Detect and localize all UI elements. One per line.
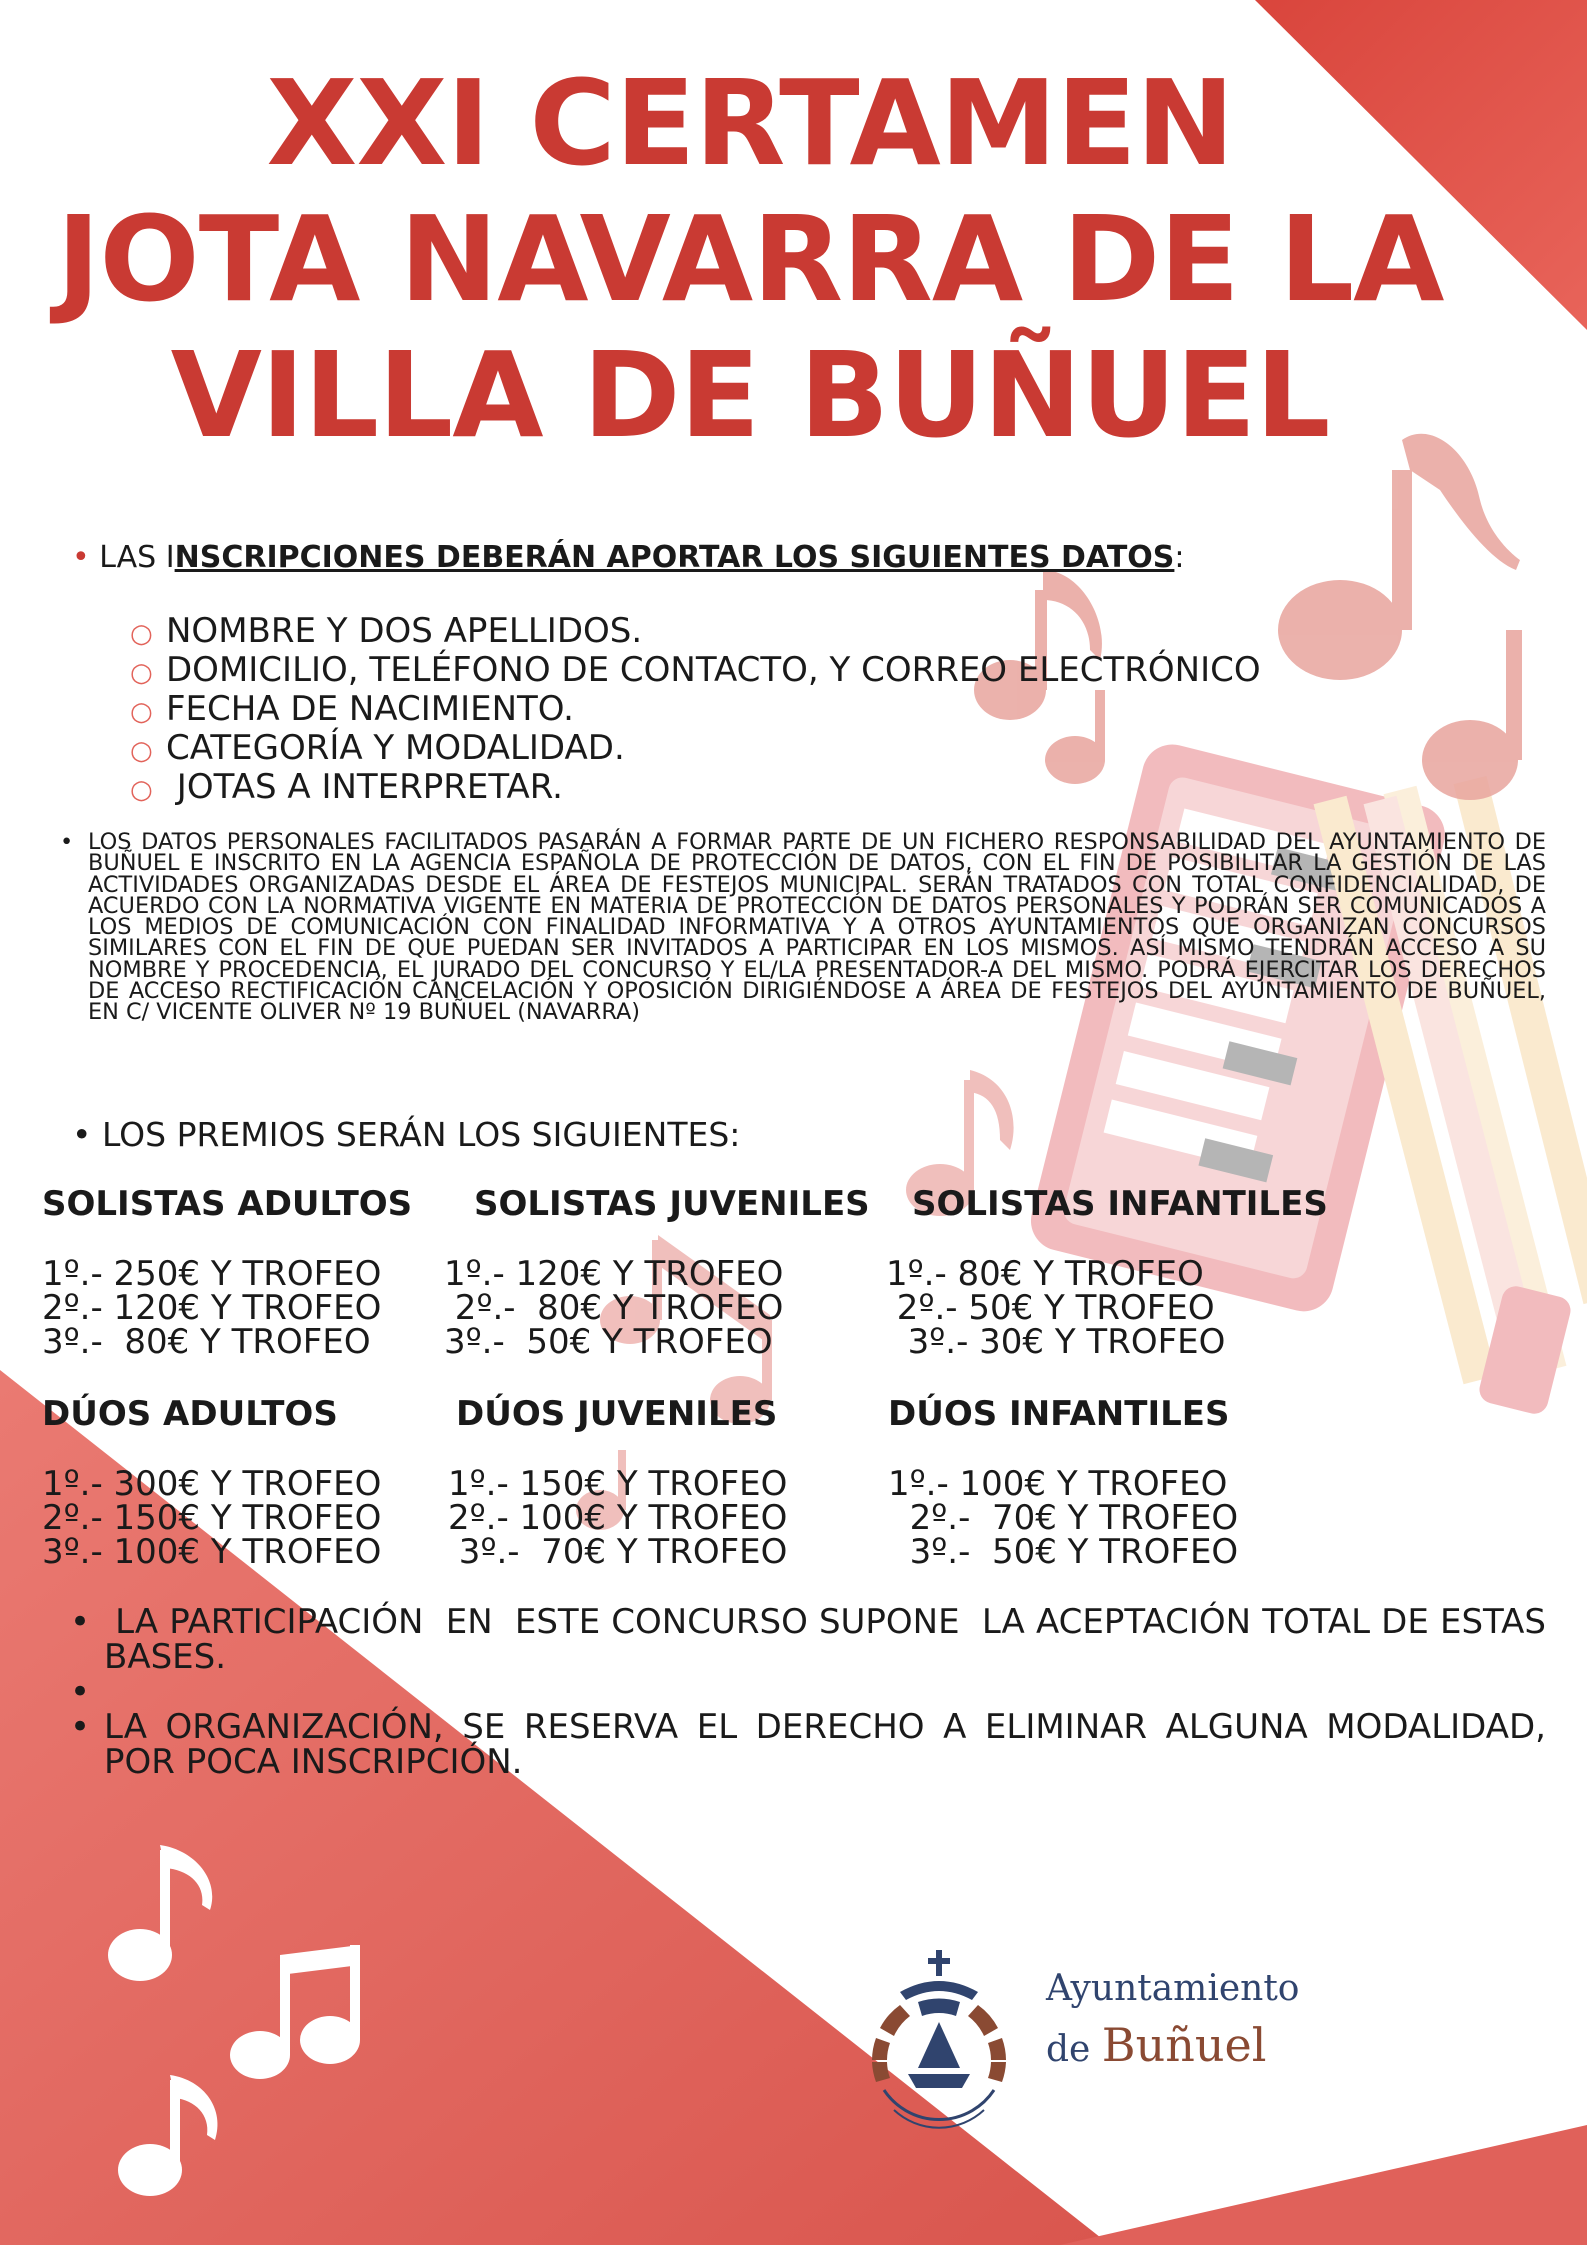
ayuntamiento-crest-icon (860, 1950, 1020, 2130)
category-heading: DÚOS JUVENILES (456, 1394, 778, 1434)
list-item: • LA PARTICIPACIÓN EN ESTE CONCURSO SUPONE LA ACEPTACIÓN TOTAL DE ESTAS BASES. (70, 1602, 1557, 1677)
prize-item: 3º.- 50€ Y TROFEO (888, 1532, 1239, 1572)
prize-list (42, 1254, 382, 1362)
title-line-2: JOTA NAVARRA DE LA (56, 190, 1444, 328)
bullet-icon: • (70, 1672, 91, 1712)
privacy-notice-text: LOS DATOS PERSONALES FACILITADOS PASARÁN A FORMAR PARTE DE UN FICHERO RESPONSABILIDAD DEL AYUNTAMIENTO DE BUÑUEL E INSCRITO EN LA AGENCIA ESPAÑOLA DE PROTECCIÓN DE DATOS, CON EL FIN DE POSIBILITAR LA GESTIÓN DE LAS ACTIVIDADES ORGANIZADAS DESDE EL ÁREA DE FESTEJOS MUNICIPAL. SERÁN TRATADOS CON TOTAL CONFIDENCIALIDAD, DE ACUERDO CON LA NORMATIVA VIGENTE EN MATERIA DE PROTECCIÓN DE DATOS PERSONALES Y PODRÁN SER COMUNICADOS A LOS MEDIOS DE COMUNICACIÓN CON FINALIDAD INFORMATIVA Y A OTROS AYUNTAMIENTOS QUE ORGANIZAN CONCURSOS SIMILARES CON EL FIN DE QUE PUEDAN SER INVITADOS A PARTICIPAR EN LOS MISMOS. ASÍ MISMO TENDRÁN ACCESO A SU NOMBRE Y PROCEDENCIA, EL JURADO DEL CONCURSO Y EL/LA PRESENTADOR-A DEL MISMO. PODRÁ EJERCITAR LOS DERECHOS DE ACCESO RECTIFICACIÓN CANCELACIÓN Y OPOSICIÓN DIRIGIÉNDOSE A ÁREA DE FESTEJOS DEL AYUNTAMIENTO DE BUÑUEL, EN C/ VICENTE OLIVER Nº 19 BUÑUEL (NAVARRA) (88, 829, 1546, 1026)
bullet-icon: • (70, 1602, 91, 1642)
list-item: ○ DOMICILIO, TELÉFONO DE CONTACTO, Y CORREO ELECTRÓNICO (130, 650, 1261, 690)
logo-line-2 (1046, 2018, 1266, 2072)
category-heading: SOLISTAS JUVENILES (474, 1184, 870, 1224)
list-item: ○ JOTAS A INTERPRETAR. (130, 767, 563, 807)
prize-item: 2º.- 70€ Y TROFEO (888, 1498, 1239, 1538)
bullet-icon: • (72, 1115, 92, 1154)
prize-item: 1º.- 150€ Y TROFEO (448, 1464, 788, 1504)
prize-item: 1º.- 80€ Y TROFEO (886, 1254, 1204, 1294)
inscripciones-prefix: LAS I (99, 540, 175, 575)
logo-line-1: Ayuntamiento (1046, 1968, 1300, 2009)
prize-item: 3º.- 80€ Y TROFEO (42, 1322, 371, 1362)
prize-list (888, 1464, 1239, 1572)
bullet-icon: • (60, 829, 74, 855)
poster-title (0, 55, 1500, 463)
circle-bullet-icon: ○ (130, 736, 153, 766)
bullet-icon: • (72, 540, 90, 575)
premios-intro-text: LOS PREMIOS SERÁN LOS SIGUIENTES: (101, 1115, 741, 1154)
list-item: ○ FECHA DE NACIMIENTO. (130, 689, 574, 729)
circle-bullet-icon: ○ (130, 658, 153, 688)
circle-bullet-icon: ○ (130, 775, 153, 805)
inscripciones-list (130, 613, 1261, 808)
prize-list (886, 1254, 1226, 1362)
prize-item: 1º.- 250€ Y TROFEO (42, 1254, 382, 1294)
prize-list (448, 1464, 788, 1572)
logo-town-name: Buñuel (1101, 2018, 1267, 2072)
list-item: ○ NOMBRE Y DOS APELLIDOS. (130, 611, 643, 651)
prize-item: 3º.- 30€ Y TROFEO (886, 1322, 1226, 1362)
category-heading: DÚOS ADULTOS (42, 1394, 338, 1434)
circle-bullet-icon: ○ (130, 619, 153, 649)
prize-list (42, 1464, 382, 1572)
category-heading: DÚOS INFANTILES (888, 1394, 1230, 1434)
closing-notes (70, 1602, 1557, 1782)
prize-item: 1º.- 300€ Y TROFEO (42, 1464, 382, 1504)
title-line-1: XXI CERTAMEN (266, 54, 1234, 192)
inscripciones-heading (72, 540, 1185, 575)
list-item: ○ CATEGORÍA Y MODALIDAD. (130, 728, 625, 768)
list-item (70, 1672, 1546, 1712)
circle-bullet-icon: ○ (130, 697, 153, 727)
prize-item: 2º.- 150€ Y TROFEO (42, 1498, 382, 1538)
category-heading: SOLISTAS INFANTILES (912, 1184, 1328, 1224)
inscripciones-suffix: : (1174, 540, 1185, 575)
prize-item: 3º.- 100€ Y TROFEO (42, 1532, 382, 1572)
prize-item: 2º.- 100€ Y TROFEO (448, 1498, 788, 1538)
list-item: • LA ORGANIZACIÓN, SE RESERVA EL DERECHO A ELIMINAR ALGUNA MODALIDAD, POR POCA INSCRIPCIÓN. (70, 1707, 1546, 1782)
bullet-icon: • (70, 1707, 91, 1747)
prize-item: 2º.- 80€ Y TROFEO (444, 1288, 784, 1328)
prize-item: 3º.- 50€ Y TROFEO (444, 1322, 773, 1362)
inscripciones-heading-text: NSCRIPCIONES DEBERÁN APORTAR LOS SIGUIENTES DATOS (174, 540, 1175, 575)
title-line-3: VILLA DE BUÑUEL (170, 326, 1330, 464)
prize-item: 3º.- 70€ Y TROFEO (448, 1532, 788, 1572)
privacy-notice (60, 829, 1546, 1026)
prize-item: 2º.- 120€ Y TROFEO (42, 1288, 382, 1328)
prize-list (444, 1254, 784, 1362)
category-heading: SOLISTAS ADULTOS (42, 1184, 413, 1224)
prize-item: 1º.- 100€ Y TROFEO (888, 1464, 1228, 1504)
logo-prefix: de (1046, 2029, 1102, 2070)
prize-item: 2º.- 50€ Y TROFEO (886, 1288, 1215, 1328)
premios-intro (72, 1115, 740, 1154)
prize-item: 1º.- 120€ Y TROFEO (444, 1254, 784, 1294)
